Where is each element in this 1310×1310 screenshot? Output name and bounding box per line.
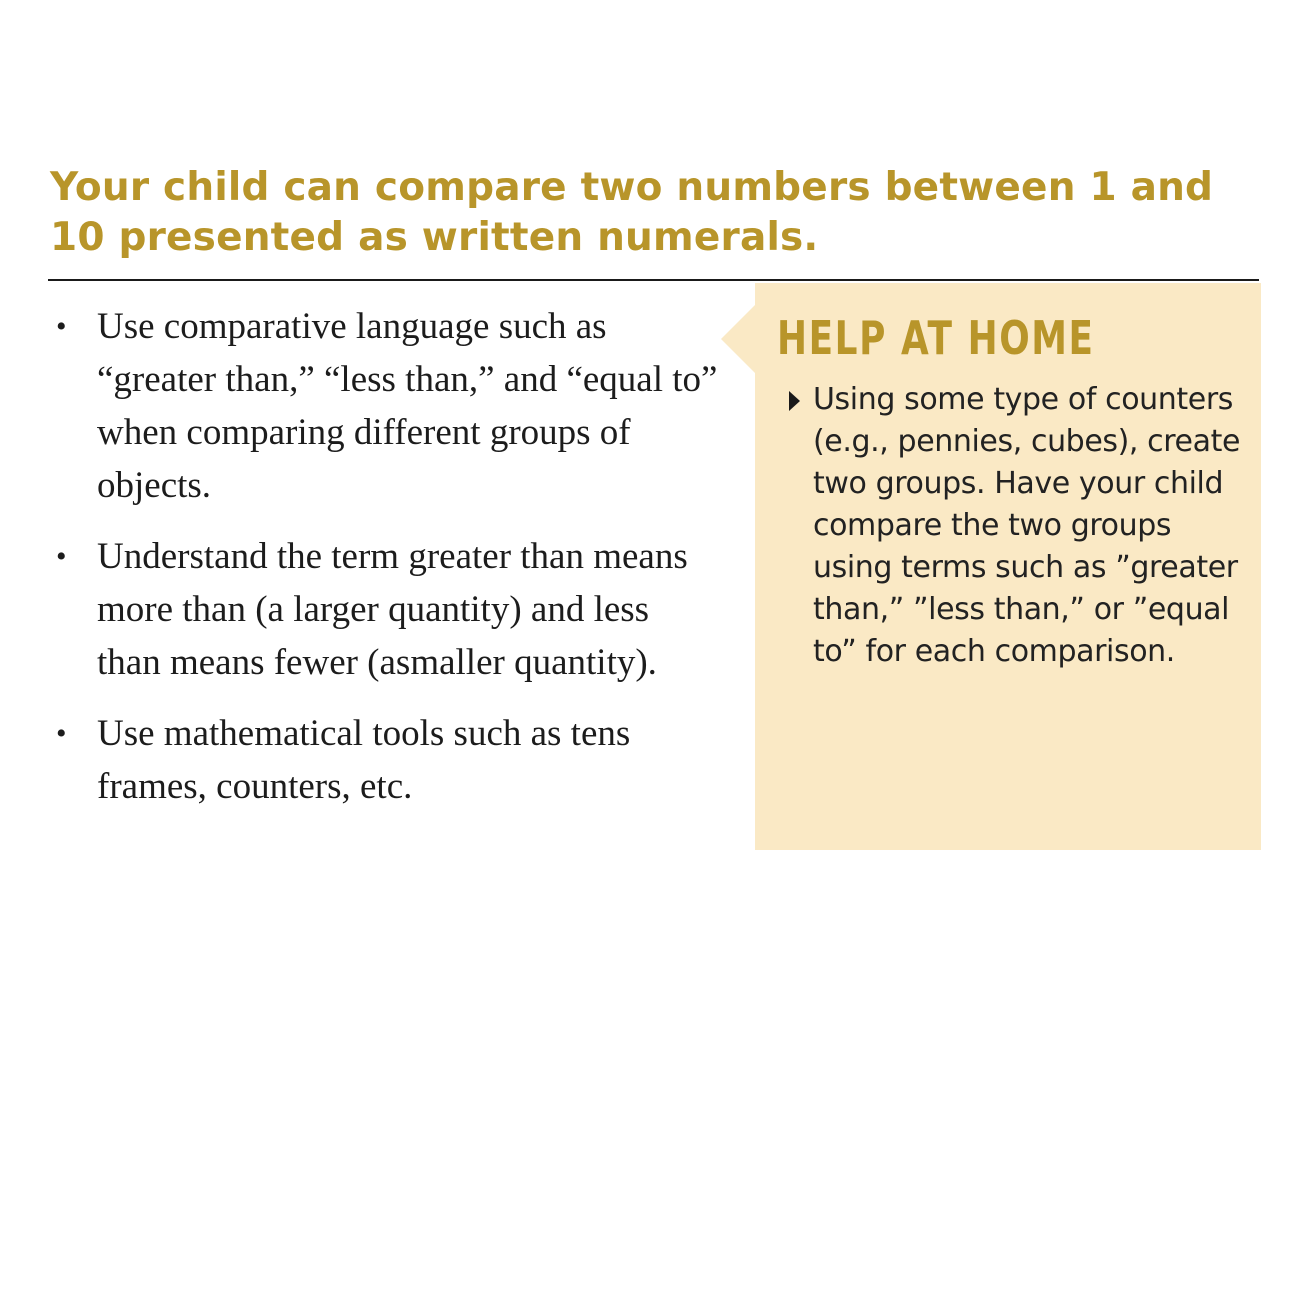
list-item	[50, 707, 720, 813]
list-item-text: Use mathematical tools such as tens frames, counters, etc.	[97, 713, 631, 807]
help-box-pointer	[721, 305, 755, 373]
bullet-marker: •	[56, 540, 67, 573]
triangle-right-icon	[789, 391, 800, 411]
help-box-title: HELP AT HOME	[777, 311, 1095, 365]
divider-rule	[48, 279, 1259, 281]
bullet-list	[50, 300, 720, 831]
help-at-home-box	[755, 283, 1261, 850]
bullet-marker: •	[56, 717, 67, 750]
bullet-marker: •	[56, 310, 67, 343]
list-item-text: Use comparative language such as “greater than,” “less than,” and “equal to” when comparing different groups of objects.	[97, 306, 718, 506]
page-heading: Your child can compare two numbers between 1 and 10 presented as written numerals.	[50, 165, 1214, 260]
list-item	[50, 300, 720, 512]
help-box-item: Using some type of counters (e.g., pennies, cubes), create two groups. Have your child compare the two groups using terms such as ”greater than,” ”less than,” or ”equal to” for each comparison.	[813, 382, 1241, 669]
list-item-text: Understand the term greater than means more than (a larger quantity) and less than means fewer (asmaller quantity).	[97, 536, 688, 683]
list-item	[50, 530, 720, 689]
